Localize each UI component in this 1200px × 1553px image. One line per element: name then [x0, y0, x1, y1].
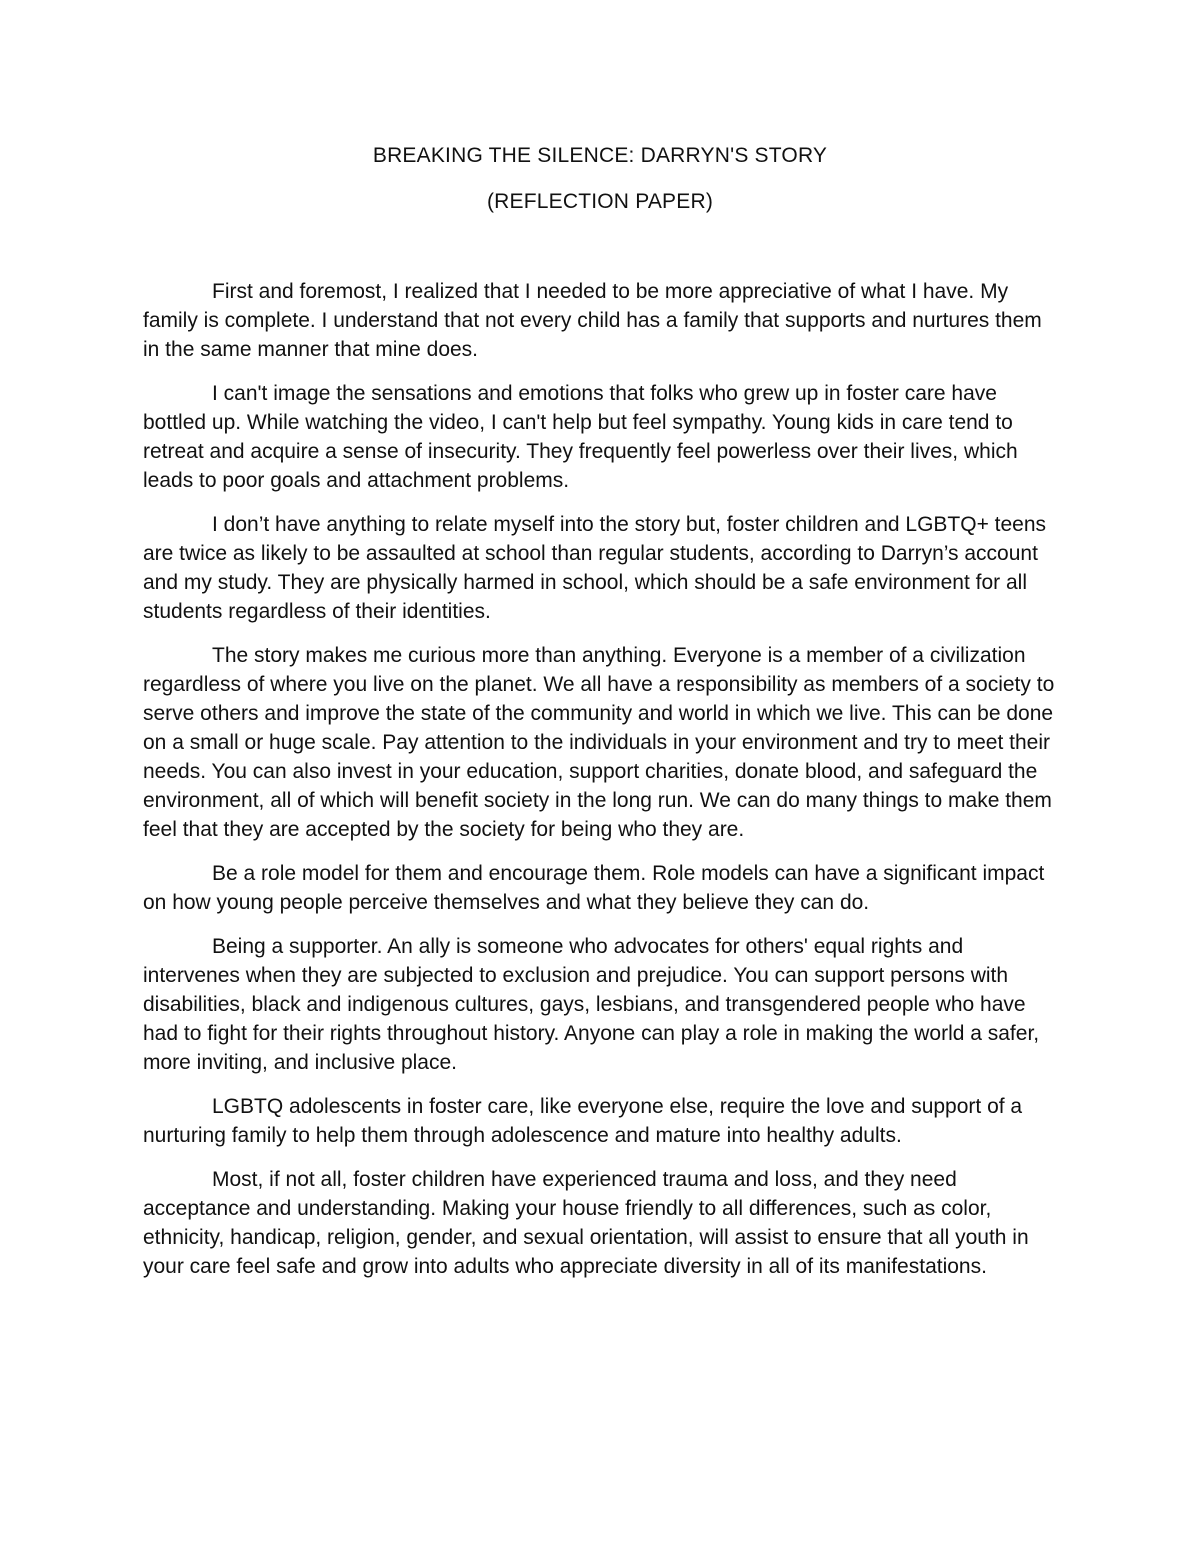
- paragraph-2: I can't image the sensations and emotions that folks who grew up in foster care have bottled up. While watching the video, I can't help but feel sympathy. Young kids in care tend to retreat and acquire a sense of insecurity. They frequently feel powerless over their lives, which leads to poor goals and attachment problems.: [143, 382, 1018, 492]
- document-title: BREAKING THE SILENCE: DARRYN'S STORY: [372, 144, 828, 167]
- paragraph-1: First and foremost, I realized that I needed to be more appreciative of what I have. My family is complete. I understand that not every child has a family that supports and nurtures them in the same manner that mine does.: [143, 280, 1042, 361]
- paragraph-4: The story makes me curious more than anything. Everyone is a member of a civilization regardless of where you live on the planet. We all have a responsibility as members of a society to serve others and improve the state of the community and world in which we live. This can be done on a small or huge scale. Pay attention to the individuals in your environment and try to meet their needs. You can also invest in your education, support charities, donate blood, and safeguard the environment, all of which will benefit society in the long run. We can do many things to make them feel that they are accepted by the society for being who they are.: [143, 644, 1055, 841]
- paragraph-7: LGBTQ adolescents in foster care, like everyone else, require the love and support of a nurturing family to help them through adolescence and mature into healthy adults.: [143, 1095, 1023, 1147]
- paragraph-3: I don’t have anything to relate myself into the story but, foster children and LGBTQ+ teens are twice as likely to be assaulted at school than regular students, according to Darryn’s account and my study. They are physically harmed in school, which should be a safe environment for all students regardless of their identities.: [143, 513, 1047, 623]
- document-subtitle: (REFLECTION PAPER): [486, 190, 714, 213]
- paragraph-5: Be a role model for them and encourage them. Role models can have a significant impact on how young people perceive themselves and what they believe they can do.: [143, 862, 1045, 914]
- paragraph-6: Being a supporter. An ally is someone who advocates for others' equal rights and intervenes when they are subjected to exclusion and prejudice. You can support persons with disabilities, black and indigenous cultures, gays, lesbians, and transgendered people who have had to fight for their rights throughout history. Anyone can play a role in making the world a safer, more inviting, and inclusive place.: [143, 935, 1040, 1074]
- paragraph-8: Most, if not all, foster children have experienced trauma and loss, and they need acceptance and understanding. Making your house friendly to all differences, such as color, ethnicity, handicap, religion, gender, and sexual orientation, will assist to ensure that all youth in your care feel safe and grow into adults who appreciate diversity in all of its manifestations.: [143, 1168, 1029, 1278]
- document-body: [143, 277, 1063, 1296]
